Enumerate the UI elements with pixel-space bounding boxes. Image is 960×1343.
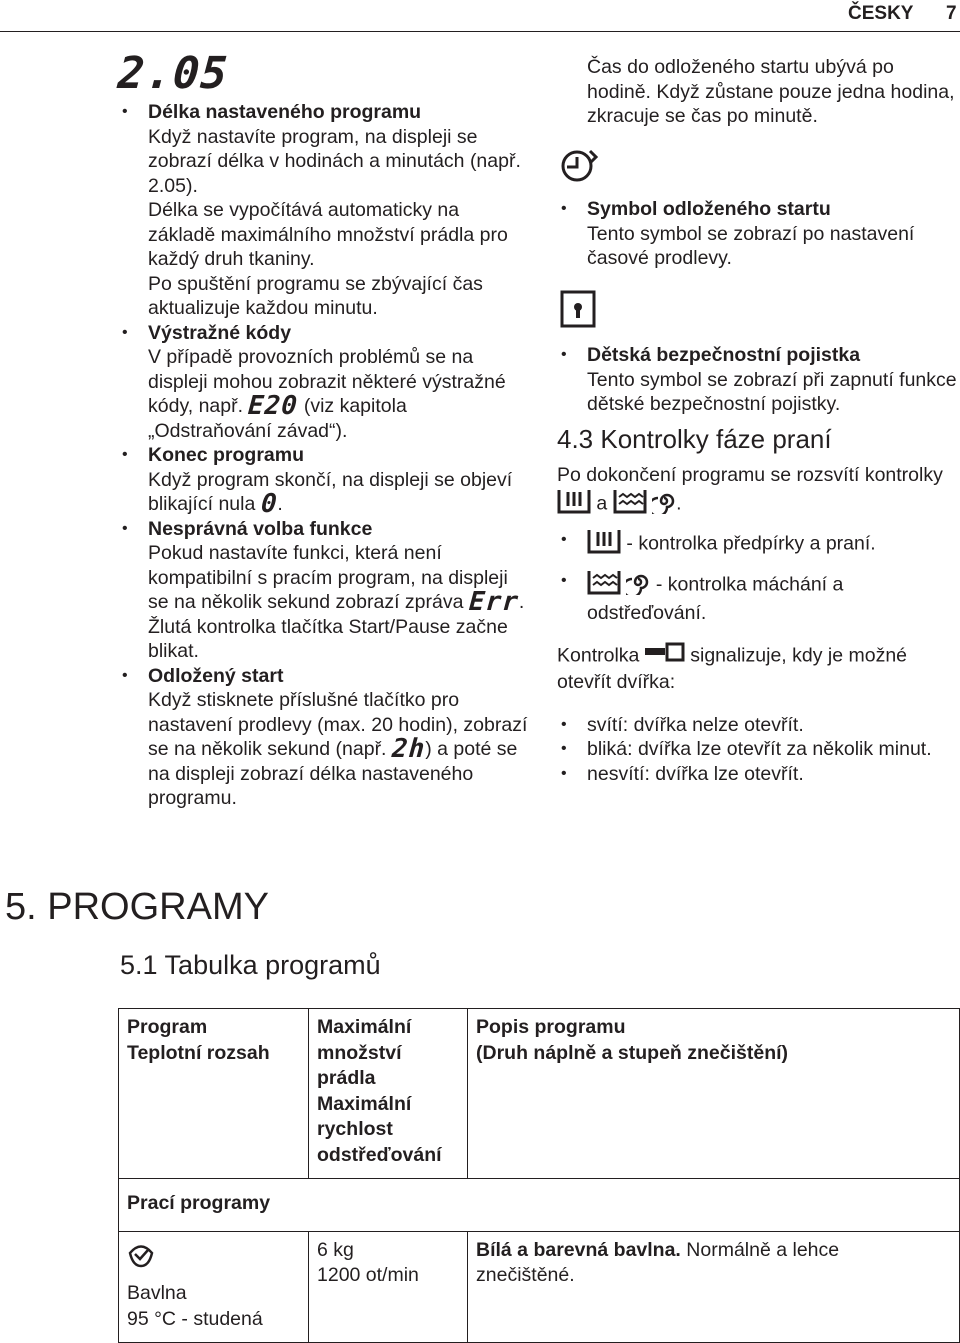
header-cell [119, 1009, 309, 1179]
item-body: Žlutá kontrolka tlačítka Start/Pause začne blikat. [148, 615, 508, 662]
header-text: Maximální množství prádla [317, 1016, 412, 1089]
item-body-text: Pokud nastavíte funkci, která není kompatibilní s pracím program, na displeji se na několik sekund zobrazí zpráva [148, 542, 508, 613]
child-lock-icon [559, 289, 957, 336]
list-item [118, 517, 528, 664]
item-body-text: V případě provozních problémů se na displeji mohou zobrazit některé výstražné kódy, např. [148, 346, 506, 417]
door-text: Kontrolka [557, 643, 640, 666]
cotton-icon [127, 1242, 300, 1276]
err-display: Err [467, 587, 520, 617]
item-title: • Symbol odloženého startu [587, 198, 831, 220]
list-item [557, 343, 957, 417]
header-text: Program [127, 1016, 208, 1038]
group-label: Prací programy [119, 1179, 960, 1232]
header-text: Teplotní rozsah [127, 1041, 270, 1064]
item-body [148, 345, 528, 443]
header-cell [309, 1009, 468, 1179]
chapter-title: 5. PROGRAMY [5, 886, 269, 928]
header-text: Popis programu [476, 1016, 626, 1038]
spin-icon [626, 569, 650, 602]
item-body [148, 541, 528, 615]
list-item [557, 528, 957, 561]
error-code-display: E20 [247, 391, 300, 421]
left-column [118, 100, 528, 811]
list-item [557, 197, 957, 271]
phase-intro-text: Po dokončení programu se rozsvítí kontrolky [557, 464, 943, 486]
list-item [118, 100, 528, 321]
door-lock-icon [645, 642, 685, 671]
list-item [118, 664, 528, 811]
item-title: • Dětská bezpečnostní pojistka [587, 344, 861, 366]
program-name: Bavlna [127, 1282, 187, 1304]
phase-intro-text: . [676, 491, 682, 514]
item-body-text: (viz kapitola „Odstraňování závad“). [148, 395, 407, 442]
program-load: 6 kg [317, 1238, 354, 1261]
zero-display: 0 [259, 489, 279, 519]
table-header-row [119, 1009, 960, 1179]
item-body [148, 688, 528, 811]
door-indicator-intro [557, 642, 957, 695]
right-column [557, 55, 957, 786]
list-item [557, 569, 957, 626]
item-body: Délka se vypočítává automaticky na základě maximálního množství prádla pro každý druh tkaniny. [148, 199, 508, 270]
door-text: signalizuje, kdy je možné otevřít dvířka: [557, 643, 908, 693]
item-title: • Odložený start [148, 664, 284, 687]
item-body: Tento symbol se zobrazí po nastavení časové prodlevy. [587, 222, 915, 269]
item-title: • Konec programu [148, 444, 305, 466]
item-title: • Výstražné kódy [148, 321, 292, 344]
spin-icon [652, 488, 676, 521]
delay-intro: Čas do odloženého startu ubývá po hodině. Když zůstane pouze jedna hodina, zkracuje se čas po minutě. [587, 56, 955, 127]
display-duration-example: 2.05 [116, 48, 230, 99]
program-desc: Normálně a lehce znečištěné. [476, 1238, 840, 1286]
item-title: • Délka nastaveného programu [148, 101, 422, 123]
page-header [0, 0, 960, 34]
program-table [118, 1008, 960, 1343]
phase-intro [557, 463, 957, 520]
item-body-text: Když program skončí, na displeji se objeví blikající nula [148, 468, 513, 515]
rinse-icon [613, 488, 647, 521]
program-temp: 95 °C - studená [127, 1307, 263, 1330]
section-title: 5.1 Tabulka programů [120, 950, 381, 980]
item-title: • Nesprávná volba funkce [148, 517, 373, 540]
item-body-text: . [277, 493, 283, 515]
item-body [148, 468, 528, 517]
phase-intro-text: a [596, 491, 608, 514]
item-body: Tento symbol se zobrazí při zapnutí funkce dětské bezpečnostní pojistky. [587, 368, 957, 415]
header-rule [0, 31, 960, 32]
language-label: ČESKY [848, 3, 914, 24]
delay-display: 2h [390, 734, 427, 764]
program-speed: 1200 ot/min [317, 1264, 419, 1286]
page-number: 7 [946, 3, 957, 24]
list-item: • bliká: dvířka lze otevřít za několik minut. [557, 737, 957, 762]
program-desc-bold: Bílá a barevná bavlna. [476, 1238, 681, 1261]
item-body-text: . [518, 591, 525, 613]
list-item [118, 321, 528, 444]
header-text: (Druh náplně a stupeň znečištění) [476, 1041, 789, 1064]
item-body: Když nastavíte program, na displeji se zobrazí délka v hodinách a minutách (např. 2.05). [148, 125, 521, 197]
item-body: Po spuštění programu se zbývající čas aktualizuje každou minutu. [148, 272, 483, 319]
item-body-text: Když stisknete příslušné tlačítko pro nastavení prodlevy (max. 20 hodin), zobrazí se na několik sekund (např. [148, 689, 528, 760]
section-title-4-3: 4.3 Kontrolky fáze praní [557, 423, 832, 454]
prewash-wash-icon [587, 528, 621, 561]
delay-start-icon [559, 145, 957, 192]
item-body-text: ) a poté se na displeji zobrazí délka nastaveného programu. [148, 738, 518, 809]
list-item [118, 443, 528, 517]
list-item: • svítí: dvířka nelze otevřít. [557, 713, 957, 738]
header-text: Maximální rychlost odstřeďování [317, 1092, 442, 1166]
prewash-wash-icon [557, 488, 591, 521]
rinse-icon [587, 569, 621, 602]
phase-item-text: - kontrolka máchání a odstřeďování. [587, 572, 844, 624]
list-item: • nesvítí: dvířka lze otevřít. [557, 762, 957, 787]
table-group-row [119, 1179, 960, 1232]
phase-item-text: - kontrolka předpírky a praní. [626, 532, 876, 555]
header-cell [468, 1009, 960, 1179]
